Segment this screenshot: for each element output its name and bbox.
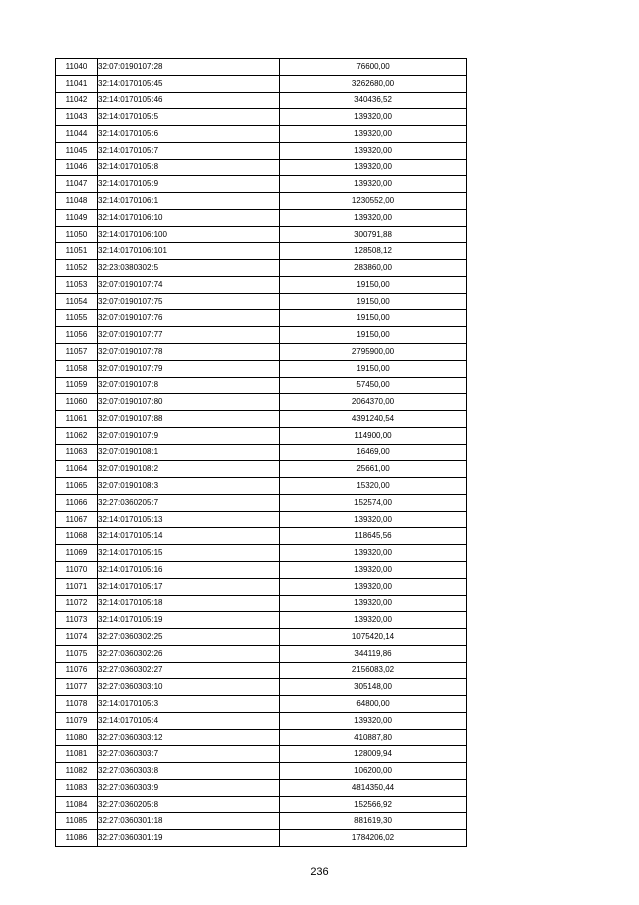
cadastral-number-cell: 32:07:0190107:74 xyxy=(98,276,280,293)
cadastral-value-cell: 1784206,02 xyxy=(280,830,467,847)
table-row xyxy=(56,176,467,193)
table-row xyxy=(56,126,467,143)
row-number-cell: 11063 xyxy=(56,444,98,461)
cadastral-number-cell: 32:27:0360301:19 xyxy=(98,830,280,847)
cadastral-number-cell: 32:14:0170105:46 xyxy=(98,92,280,109)
cadastral-value-cell: 118645,56 xyxy=(280,528,467,545)
cadastral-number-cell: 32:07:0190107:78 xyxy=(98,344,280,361)
cadastral-value-cell: 300791,88 xyxy=(280,226,467,243)
cadastral-value-cell: 128508,12 xyxy=(280,243,467,260)
row-number-cell: 11064 xyxy=(56,461,98,478)
row-number-cell: 11080 xyxy=(56,729,98,746)
row-number-cell: 11068 xyxy=(56,528,98,545)
cadastral-number-cell: 32:14:0170106:101 xyxy=(98,243,280,260)
row-number-cell: 11070 xyxy=(56,561,98,578)
cadastral-number-cell: 32:07:0190107:80 xyxy=(98,394,280,411)
table-row xyxy=(56,679,467,696)
cadastral-value-cell: 3262680,00 xyxy=(280,75,467,92)
row-number-cell: 11055 xyxy=(56,310,98,327)
table-row xyxy=(56,813,467,830)
cadastral-number-cell: 32:07:0190108:1 xyxy=(98,444,280,461)
row-number-cell: 11047 xyxy=(56,176,98,193)
cadastral-value-cell: 139320,00 xyxy=(280,561,467,578)
table-row xyxy=(56,293,467,310)
cadastral-number-cell: 32:14:0170106:1 xyxy=(98,193,280,210)
cadastral-number-cell: 32:27:0360205:8 xyxy=(98,796,280,813)
row-number-cell: 11071 xyxy=(56,578,98,595)
cadastral-number-cell: 32:14:0170105:14 xyxy=(98,528,280,545)
table-row xyxy=(56,59,467,76)
table-row xyxy=(56,612,467,629)
row-number-cell: 11042 xyxy=(56,92,98,109)
cadastral-number-cell: 32:14:0170105:17 xyxy=(98,578,280,595)
cadastral-value-cell: 106200,00 xyxy=(280,763,467,780)
cadastral-value-cell: 2795900,00 xyxy=(280,344,467,361)
cadastral-value-cell: 114900,00 xyxy=(280,427,467,444)
row-number-cell: 11069 xyxy=(56,545,98,562)
cadastral-value-cell: 139320,00 xyxy=(280,159,467,176)
cadastral-value-cell: 64800,00 xyxy=(280,696,467,713)
table-row xyxy=(56,92,467,109)
cadastral-number-cell: 32:14:0170105:9 xyxy=(98,176,280,193)
cadastral-value-cell: 139320,00 xyxy=(280,612,467,629)
cadastral-value-cell: 139320,00 xyxy=(280,109,467,126)
cadastral-number-cell: 32:27:0360301:18 xyxy=(98,813,280,830)
table-row xyxy=(56,662,467,679)
cadastral-number-cell: 32:27:0360303:12 xyxy=(98,729,280,746)
cadastral-number-cell: 32:14:0170105:5 xyxy=(98,109,280,126)
table-row xyxy=(56,411,467,428)
table-row xyxy=(56,159,467,176)
cadastral-value-cell: 19150,00 xyxy=(280,310,467,327)
table-row xyxy=(56,344,467,361)
table-row xyxy=(56,746,467,763)
cadastral-value-cell: 4391240,54 xyxy=(280,411,467,428)
row-number-cell: 11049 xyxy=(56,209,98,226)
table-row xyxy=(56,276,467,293)
row-number-cell: 11060 xyxy=(56,394,98,411)
cadastral-number-cell: 32:07:0190107:75 xyxy=(98,293,280,310)
table-body xyxy=(56,59,467,847)
table-row xyxy=(56,779,467,796)
cadastral-number-cell: 32:27:0360303:9 xyxy=(98,779,280,796)
cadastral-number-cell: 32:07:0190107:88 xyxy=(98,411,280,428)
row-number-cell: 11057 xyxy=(56,344,98,361)
table-row xyxy=(56,545,467,562)
row-number-cell: 11048 xyxy=(56,193,98,210)
table-row xyxy=(56,629,467,646)
cadastral-value-cell: 19150,00 xyxy=(280,327,467,344)
cadastral-value-cell: 340436,52 xyxy=(280,92,467,109)
cadastral-number-cell: 32:14:0170105:7 xyxy=(98,142,280,159)
row-number-cell: 11043 xyxy=(56,109,98,126)
cadastral-value-cell: 2156083,02 xyxy=(280,662,467,679)
row-number-cell: 11045 xyxy=(56,142,98,159)
table-row xyxy=(56,360,467,377)
cadastral-value-cell: 152566,92 xyxy=(280,796,467,813)
table-row xyxy=(56,75,467,92)
table-row xyxy=(56,511,467,528)
table-row xyxy=(56,461,467,478)
table-row xyxy=(56,712,467,729)
table-row xyxy=(56,729,467,746)
table-row xyxy=(56,310,467,327)
cadastral-value-cell: 139320,00 xyxy=(280,209,467,226)
cadastral-value-cell: 152574,00 xyxy=(280,494,467,511)
row-number-cell: 11086 xyxy=(56,830,98,847)
cadastral-number-cell: 32:14:0170105:15 xyxy=(98,545,280,562)
cadastral-number-cell: 32:23:0380302:5 xyxy=(98,260,280,277)
cadastral-number-cell: 32:14:0170105:3 xyxy=(98,696,280,713)
cadastral-value-cell: 139320,00 xyxy=(280,545,467,562)
cadastral-number-cell: 32:14:0170105:19 xyxy=(98,612,280,629)
row-number-cell: 11084 xyxy=(56,796,98,813)
table-row xyxy=(56,427,467,444)
row-number-cell: 11073 xyxy=(56,612,98,629)
cadastral-number-cell: 32:27:0360302:25 xyxy=(98,629,280,646)
row-number-cell: 11041 xyxy=(56,75,98,92)
cadastral-number-cell: 32:14:0170105:45 xyxy=(98,75,280,92)
row-number-cell: 11061 xyxy=(56,411,98,428)
cadastral-value-cell: 15320,00 xyxy=(280,478,467,495)
row-number-cell: 11053 xyxy=(56,276,98,293)
cadastral-value-cell: 139320,00 xyxy=(280,142,467,159)
table-row xyxy=(56,796,467,813)
row-number-cell: 11075 xyxy=(56,645,98,662)
table-row xyxy=(56,830,467,847)
table-row xyxy=(56,444,467,461)
cadastral-number-cell: 32:07:0190107:77 xyxy=(98,327,280,344)
cadastral-number-cell: 32:14:0170105:6 xyxy=(98,126,280,143)
cadastral-value-table xyxy=(55,58,467,847)
table-row xyxy=(56,478,467,495)
cadastral-number-cell: 32:14:0170106:10 xyxy=(98,209,280,226)
table-row xyxy=(56,193,467,210)
cadastral-number-cell: 32:07:0190108:2 xyxy=(98,461,280,478)
row-number-cell: 11079 xyxy=(56,712,98,729)
table-row xyxy=(56,561,467,578)
cadastral-number-cell: 32:27:0360205:7 xyxy=(98,494,280,511)
table-row xyxy=(56,260,467,277)
row-number-cell: 11054 xyxy=(56,293,98,310)
row-number-cell: 11062 xyxy=(56,427,98,444)
cadastral-number-cell: 32:07:0190108:3 xyxy=(98,478,280,495)
table-row xyxy=(56,494,467,511)
cadastral-number-cell: 32:27:0360303:8 xyxy=(98,763,280,780)
row-number-cell: 11066 xyxy=(56,494,98,511)
cadastral-value-cell: 139320,00 xyxy=(280,578,467,595)
cadastral-value-cell: 283860,00 xyxy=(280,260,467,277)
row-number-cell: 11083 xyxy=(56,779,98,796)
cadastral-value-cell: 139320,00 xyxy=(280,511,467,528)
row-number-cell: 11051 xyxy=(56,243,98,260)
table-row xyxy=(56,696,467,713)
cadastral-value-cell: 344119,86 xyxy=(280,645,467,662)
row-number-cell: 11050 xyxy=(56,226,98,243)
cadastral-value-cell: 139320,00 xyxy=(280,126,467,143)
cadastral-value-cell: 410887,80 xyxy=(280,729,467,746)
cadastral-value-cell: 1230552,00 xyxy=(280,193,467,210)
row-number-cell: 11081 xyxy=(56,746,98,763)
cadastral-number-cell: 32:27:0360302:26 xyxy=(98,645,280,662)
cadastral-value-cell: 881619,30 xyxy=(280,813,467,830)
table-row xyxy=(56,226,467,243)
table-row xyxy=(56,209,467,226)
cadastral-number-cell: 32:14:0170106:100 xyxy=(98,226,280,243)
table-row xyxy=(56,327,467,344)
cadastral-number-cell: 32:07:0190107:9 xyxy=(98,427,280,444)
cadastral-value-cell: 25661,00 xyxy=(280,461,467,478)
row-number-cell: 11077 xyxy=(56,679,98,696)
cadastral-value-cell: 305148,00 xyxy=(280,679,467,696)
cadastral-value-cell: 76600,00 xyxy=(280,59,467,76)
cadastral-number-cell: 32:27:0360303:7 xyxy=(98,746,280,763)
cadastral-value-cell: 4814350,44 xyxy=(280,779,467,796)
cadastral-value-cell: 57450,00 xyxy=(280,377,467,394)
row-number-cell: 11082 xyxy=(56,763,98,780)
row-number-cell: 11085 xyxy=(56,813,98,830)
row-number-cell: 11044 xyxy=(56,126,98,143)
cadastral-number-cell: 32:07:0190107:8 xyxy=(98,377,280,394)
row-number-cell: 11059 xyxy=(56,377,98,394)
page-number: 236 xyxy=(310,866,329,878)
row-number-cell: 11072 xyxy=(56,595,98,612)
table-row xyxy=(56,595,467,612)
row-number-cell: 11056 xyxy=(56,327,98,344)
cadastral-value-cell: 139320,00 xyxy=(280,712,467,729)
cadastral-value-cell: 2064370,00 xyxy=(280,394,467,411)
row-number-cell: 11078 xyxy=(56,696,98,713)
cadastral-number-cell: 32:14:0170105:13 xyxy=(98,511,280,528)
cadastral-value-cell: 139320,00 xyxy=(280,595,467,612)
cadastral-value-cell: 1075420,14 xyxy=(280,629,467,646)
cadastral-value-cell: 19150,00 xyxy=(280,293,467,310)
cadastral-value-cell: 19150,00 xyxy=(280,276,467,293)
cadastral-number-cell: 32:14:0170105:4 xyxy=(98,712,280,729)
cadastral-value-cell: 139320,00 xyxy=(280,176,467,193)
row-number-cell: 11067 xyxy=(56,511,98,528)
table-row xyxy=(56,109,467,126)
cadastral-number-cell: 32:07:0190107:28 xyxy=(98,59,280,76)
table-row xyxy=(56,528,467,545)
cadastral-number-cell: 32:27:0360302:27 xyxy=(98,662,280,679)
row-number-cell: 11076 xyxy=(56,662,98,679)
row-number-cell: 11052 xyxy=(56,260,98,277)
table-row xyxy=(56,377,467,394)
row-number-cell: 11074 xyxy=(56,629,98,646)
row-number-cell: 11065 xyxy=(56,478,98,495)
cadastral-number-cell: 32:14:0170105:18 xyxy=(98,595,280,612)
row-number-cell: 11058 xyxy=(56,360,98,377)
row-number-cell: 11040 xyxy=(56,59,98,76)
cadastral-number-cell: 32:14:0170105:16 xyxy=(98,561,280,578)
table-row xyxy=(56,578,467,595)
table-row xyxy=(56,142,467,159)
table-row xyxy=(56,394,467,411)
cadastral-value-cell: 16469,00 xyxy=(280,444,467,461)
cadastral-value-cell: 19150,00 xyxy=(280,360,467,377)
cadastral-number-cell: 32:07:0190107:76 xyxy=(98,310,280,327)
row-number-cell: 11046 xyxy=(56,159,98,176)
table-row xyxy=(56,645,467,662)
table-row xyxy=(56,763,467,780)
cadastral-number-cell: 32:07:0190107:79 xyxy=(98,360,280,377)
cadastral-number-cell: 32:14:0170105:8 xyxy=(98,159,280,176)
cadastral-number-cell: 32:27:0360303:10 xyxy=(98,679,280,696)
table-row xyxy=(56,243,467,260)
cadastral-value-cell: 128009,94 xyxy=(280,746,467,763)
